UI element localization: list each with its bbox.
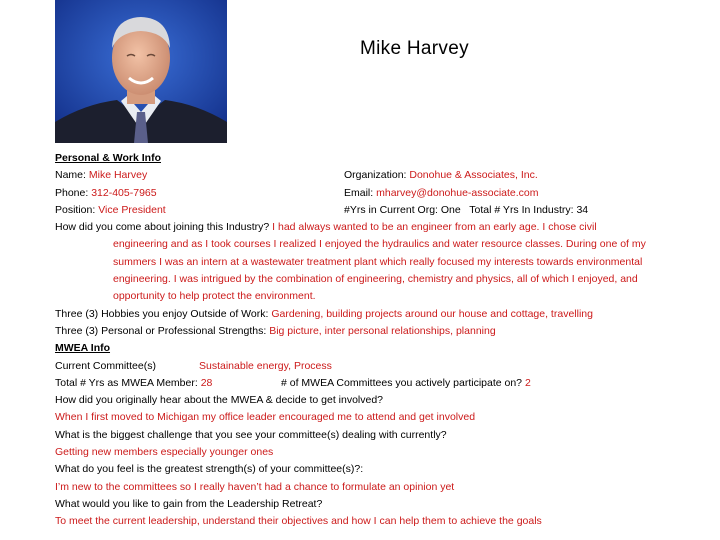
phone-email-row [55, 185, 695, 202]
membership-row [55, 375, 695, 392]
hear-question: How did you originally hear about the MWEA & decide to get involved? [55, 394, 384, 407]
profile-content [55, 150, 695, 531]
industry-answer-line-2: engineering and as I took courses I realized I enjoyed the hydraulics and water resource classes. During one of my [113, 238, 646, 251]
position-value: Vice President [98, 203, 166, 216]
committee-label: Current Committee(s) [55, 359, 156, 372]
mwea-section-header: MWEA Info [55, 342, 111, 355]
hobbies-row [55, 306, 695, 323]
strengths-row [55, 323, 695, 340]
years-in-org: #Yrs in Current Org: One Total # Yrs In Industry: 34 [344, 203, 589, 216]
email-label: Email: [344, 186, 374, 199]
hobbies-question: Three (3) Hobbies you enjoy Outside of Work: [55, 307, 269, 320]
committee-value: Sustainable energy, Process [199, 359, 332, 372]
phone-label: Phone: [55, 186, 89, 199]
num-committees-value: 2 [524, 376, 531, 389]
industry-block [55, 219, 695, 305]
page-title: Mike Harvey [360, 38, 469, 59]
challenge-question: What is the biggest challenge that you see your committee(s) dealing with currently? [55, 428, 447, 441]
mwea-section-header-row [55, 340, 695, 357]
email-value: mharvey@donohue-associate.com [376, 186, 539, 199]
hear-question-row [55, 392, 695, 409]
org-label: Organization: [344, 169, 407, 182]
phone-value: 312-405-7965 [91, 186, 157, 199]
industry-answer-line-3: summers I was an intern at a wastewater treatment plant which really focused my interests towards environmental [113, 255, 643, 268]
industry-answer-line-1: I had always wanted to be an engineer from an early age. I chose civil [272, 221, 597, 234]
years-member-value: 28 [200, 376, 213, 389]
strengths-answer: Big picture, inter personal relationships, planning [269, 324, 496, 337]
strength-question: What do you feel is the greatest strength(s) of your committee(s)?: [55, 463, 364, 476]
personal-section-header-row [55, 150, 695, 167]
name-label: Name: [55, 169, 86, 182]
num-committees-label: # of MWEA Committees you actively participate on? [281, 376, 523, 389]
gain-question-row [55, 496, 695, 513]
personal-section-header: Personal & Work Info [55, 152, 161, 164]
position-label: Position: [55, 203, 96, 216]
portrait-photo [55, 0, 227, 143]
hobbies-answer: Gardening, building projects around our house and cottage, travelling [271, 307, 593, 320]
strength-answer: I’m new to the committees so I really haven’t had a chance to formulate an opinion yet [55, 480, 455, 493]
strengths-question: Three (3) Personal or Professional Strengths: [55, 324, 267, 337]
industry-answer-line-4: engineering. I was intrigued by the combination of engineering, chemistry and physics, all of which I enjoyed, and [113, 273, 638, 286]
challenge-question-row [55, 427, 695, 444]
challenge-answer: Getting new members especially younger ones [55, 446, 274, 459]
industry-question: How did you come about joining this Industry? [55, 221, 270, 234]
name-value: Mike Harvey [88, 169, 148, 182]
committee-row [55, 358, 695, 375]
gain-answer: To meet the current leadership, understand their objectives and how I can help them to achieve the goals [55, 515, 542, 528]
org-value: Donohue & Associates, Inc. [409, 169, 538, 182]
position-years-row [55, 202, 695, 219]
name-org-row [55, 167, 695, 184]
hear-answer: When I first moved to Michigan my office leader encouraged me to attend and get involved [55, 411, 476, 424]
strength-question-row [55, 461, 695, 478]
industry-answer-line-5: opportunity to help protect the environment. [113, 290, 316, 303]
years-member-label: Total # Yrs as MWEA Member: [55, 376, 198, 389]
gain-question: What would you like to gain from the Leadership Retreat? [55, 497, 323, 510]
